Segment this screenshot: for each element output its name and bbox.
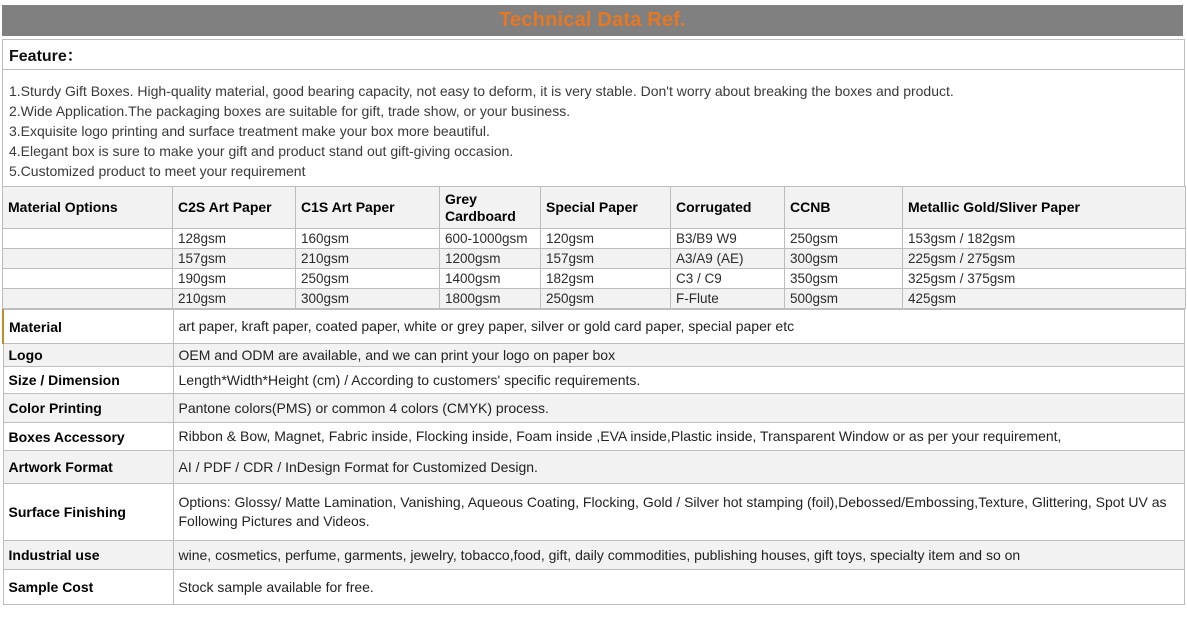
title-bar xyxy=(2,5,1183,36)
detail-table-body xyxy=(3,310,1185,605)
table-cell: 500gsm xyxy=(785,289,903,309)
column-header: C1S Art Paper xyxy=(296,187,440,229)
detail-row xyxy=(3,484,1185,541)
table-cell: 182gsm xyxy=(541,269,671,289)
table-cell: 210gsm xyxy=(296,249,440,269)
detail-row xyxy=(3,570,1185,605)
materials-header-row xyxy=(3,187,1186,229)
page-title: Technical Data Ref. xyxy=(499,9,686,31)
table-cell: F-Flute xyxy=(671,289,785,309)
detail-row xyxy=(3,344,1185,367)
detail-table xyxy=(2,309,1185,605)
table-cell: A3/A9 (AE) xyxy=(671,249,785,269)
detail-label: Industrial use xyxy=(3,541,173,570)
table-cell: 600-1000gsm xyxy=(440,229,541,249)
materials-table xyxy=(2,186,1186,309)
detail-row xyxy=(3,541,1185,570)
detail-value: Length*Width*Height (cm) / According to customers' specific requirements. xyxy=(173,367,1185,394)
feature-item: 5.Customized product to meet your requirement xyxy=(9,163,306,179)
feature-item: 2.Wide Application.The packaging boxes are suitable for gift, trade show, or your business. xyxy=(9,103,571,119)
table-cell: 350gsm xyxy=(785,269,903,289)
table-cell: B3/B9 W9 xyxy=(671,229,785,249)
detail-value: Options: Glossy/ Matte Lamination, Vanishing, Aqueous Coating, Flocking, Gold / Silver hot stamping (foil),Debossed/Embossing,Texture, Glittering, Spot UV as Following Pictures and Videos. xyxy=(173,484,1185,541)
detail-value: art paper, kraft paper, coated paper, white or grey paper, silver or gold card paper, special paper etc xyxy=(173,310,1185,344)
detail-value: Ribbon & Bow, Magnet, Fabric inside, Flocking inside, Foam inside ,EVA inside,Plastic inside, Transparent Window or as per your requirement, xyxy=(173,423,1185,451)
detail-row xyxy=(3,394,1185,423)
detail-row xyxy=(3,310,1185,344)
table-cell: 250gsm xyxy=(541,289,671,309)
table-cell: 120gsm xyxy=(541,229,671,249)
table-cell: 1400gsm xyxy=(440,269,541,289)
column-header: Grey Cardboard xyxy=(440,187,541,229)
table-cell: 153gsm / 182gsm xyxy=(903,229,1186,249)
detail-value: AI / PDF / CDR / InDesign Format for Customized Design. xyxy=(173,451,1185,484)
feature-heading-row xyxy=(2,39,1185,70)
table-cell: 210gsm xyxy=(173,289,296,309)
column-header: C2S Art Paper xyxy=(173,187,296,229)
materials-table-body xyxy=(3,229,1186,309)
detail-label: Sample Cost xyxy=(3,570,173,605)
feature-list xyxy=(2,70,1185,186)
detail-row xyxy=(3,367,1185,394)
table-row xyxy=(3,289,1186,309)
table-row xyxy=(3,249,1186,269)
detail-label: Material xyxy=(3,310,173,344)
column-header: Material Options xyxy=(3,187,173,229)
table-cell: 160gsm xyxy=(296,229,440,249)
detail-value: OEM and ODM are available, and we can print your logo on paper box xyxy=(173,344,1185,367)
table-cell: C3 / C9 xyxy=(671,269,785,289)
table-row xyxy=(3,269,1186,289)
table-cell: 250gsm xyxy=(785,229,903,249)
table-cell: 300gsm xyxy=(785,249,903,269)
column-header: Metallic Gold/Sliver Paper xyxy=(903,187,1186,229)
detail-label: Logo xyxy=(3,344,173,367)
table-cell: 157gsm xyxy=(541,249,671,269)
content-area xyxy=(2,39,1185,605)
feature-heading: Feature： xyxy=(9,48,83,65)
detail-value: Stock sample available for free. xyxy=(173,570,1185,605)
feature-item: 3.Exquisite logo printing and surface treatment make your box more beautiful. xyxy=(9,123,490,139)
detail-row xyxy=(3,451,1185,484)
detail-value: Pantone colors(PMS) or common 4 colors (CMYK) process. xyxy=(173,394,1185,423)
table-cell: 325gsm / 375gsm xyxy=(903,269,1186,289)
table-cell: 1800gsm xyxy=(440,289,541,309)
feature-item: 1.Sturdy Gift Boxes. High-quality material, good bearing capacity, not easy to deform, it is very stable. Don't worry about breaking the boxes and product. xyxy=(9,83,954,99)
table-cell xyxy=(3,269,173,289)
table-cell: 425gsm xyxy=(903,289,1186,309)
detail-label: Artwork Format xyxy=(3,451,173,484)
table-cell: 128gsm xyxy=(173,229,296,249)
table-cell xyxy=(3,249,173,269)
table-cell xyxy=(3,289,173,309)
table-cell: 1200gsm xyxy=(440,249,541,269)
table-cell: 225gsm / 275gsm xyxy=(903,249,1186,269)
detail-row xyxy=(3,423,1185,451)
detail-label: Color Printing xyxy=(3,394,173,423)
detail-value: wine, cosmetics, perfume, garments, jewelry, tobacco,food, gift, daily commodities, publishing houses, gift toys, specialty item and so on xyxy=(173,541,1185,570)
column-header: CCNB xyxy=(785,187,903,229)
table-cell: 190gsm xyxy=(173,269,296,289)
table-cell: 250gsm xyxy=(296,269,440,289)
table-row xyxy=(3,229,1186,249)
feature-item: 4.Elegant box is sure to make your gift and product stand out gift-giving occasion. xyxy=(9,143,514,159)
table-cell: 157gsm xyxy=(173,249,296,269)
column-header: Special Paper xyxy=(541,187,671,229)
table-cell xyxy=(3,229,173,249)
detail-label: Size / Dimension xyxy=(3,367,173,394)
detail-label: Boxes Accessory xyxy=(3,423,173,451)
column-header: Corrugated xyxy=(671,187,785,229)
table-cell: 300gsm xyxy=(296,289,440,309)
detail-label: Surface Finishing xyxy=(3,484,173,541)
